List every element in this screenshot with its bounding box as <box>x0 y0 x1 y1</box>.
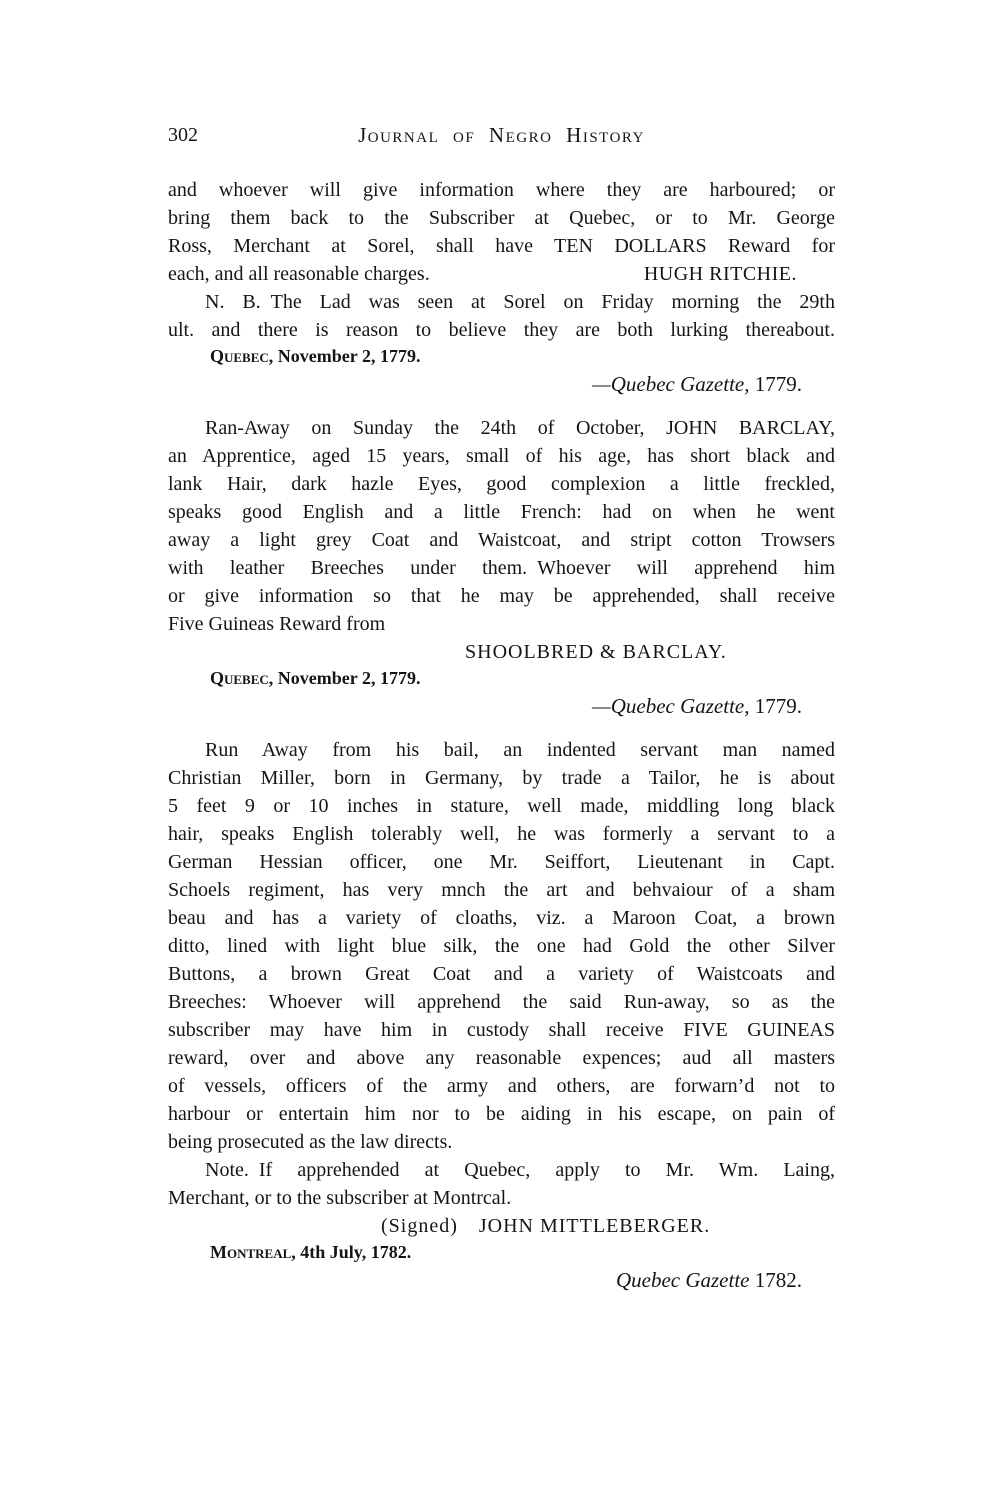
dateline-place: Quebec <box>210 668 269 688</box>
source-attribution <box>168 1266 835 1294</box>
attribution-year: 1779. <box>749 694 802 718</box>
text-line: hair, speaks English tolerably well, he was formerly a servant to a <box>168 823 835 845</box>
signature-line: (Signed) JOHN MITTLEBERGER. <box>381 1215 711 1237</box>
john-barclay-advertisement <box>168 414 835 720</box>
attribution-source: —Quebec Gazette, <box>592 372 750 396</box>
text-line: subscriber may have him in custody shall receive FIVE GUINEAS <box>168 1019 835 1041</box>
text-fragment: each, and all reasonable charges. <box>168 263 430 285</box>
text-line: Note. If apprehended at Quebec, apply to Mr. Wm. Laing, <box>205 1159 835 1181</box>
text-line: Christian Miller, born in Germany, by trade a Tailor, he is about <box>168 767 835 789</box>
text-line: of vessels, officers of the army and others, are forwarn’d not to <box>168 1075 835 1097</box>
text-line: N. B. The Lad was seen at Sorel on Friday morning the 29th <box>205 291 835 313</box>
text-line: Run Away from his bail, an indented servant man named <box>205 739 835 761</box>
text-line: and whoever will give information where they are harboured; or <box>168 179 835 201</box>
page-header <box>168 122 835 148</box>
text-line: being prosecuted as the law directs. <box>168 1131 453 1153</box>
hugh-ritchie-advertisement <box>168 176 835 398</box>
dateline-place: Quebec <box>210 346 269 366</box>
source-attribution <box>168 370 835 398</box>
text-line: beau and has a variety of cloaths, viz. a Maroon Coat, a brown <box>168 907 835 929</box>
text-line-with-signature <box>168 260 835 288</box>
signature: HUGH RITCHIE. <box>643 263 797 285</box>
text-line: or give information so that he may be apprehended, shall receive <box>168 585 835 607</box>
attribution-year: 1779. <box>749 372 802 396</box>
text-line: Ran-Away on Sunday the 24th of October, JOHN BARCLAY, <box>205 417 835 439</box>
dateline-place: Montreal <box>210 1242 292 1262</box>
signature-line: SHOOLBRED & BARCLAY. <box>465 641 727 663</box>
dateline-date: , November 2, 1779. <box>268 668 421 688</box>
text-line: an Apprentice, aged 15 years, small of his age, has short black and <box>168 445 835 467</box>
attribution-year: 1782. <box>749 1268 802 1292</box>
text-line: Breeches: Whoever will apprehend the said Run-away, so as the <box>168 991 835 1013</box>
text-line: Ross, Merchant at Sorel, shall have TEN DOLLARS Reward for <box>168 235 835 257</box>
dateline <box>168 344 835 368</box>
dateline <box>168 1240 835 1264</box>
attribution-source: Quebec Gazette <box>615 1268 750 1292</box>
christian-miller-advertisement <box>168 736 835 1294</box>
text-line: bring them back to the Subscriber at Quebec, or to Mr. George <box>168 207 835 229</box>
running-head: Journal of Negro History <box>358 123 645 147</box>
text-line: Schoels regiment, has very mnch the art and behvaiour of a sham <box>168 879 835 901</box>
text-line: with leather Breeches under them. Whoever will apprehend him <box>168 557 835 579</box>
text-line: Merchant, or to the subscriber at Montrcal. <box>168 1187 512 1209</box>
attribution-source: —Quebec Gazette, <box>592 694 750 718</box>
text-line: Buttons, a brown Great Coat and a variety of Waistcoats and <box>168 963 835 985</box>
text-line: reward, over and above any reasonable expences; aud all masters <box>168 1047 835 1069</box>
text-line: away a light grey Coat and Waistcoat, and stript cotton Trowsers <box>168 529 835 551</box>
page-number: 302 <box>168 124 198 146</box>
source-attribution <box>168 692 835 720</box>
text-line: ult. and there is reason to believe they are both lurking thereabout. <box>168 319 835 341</box>
text-line: Five Guineas Reward from <box>168 613 386 635</box>
text-line: harbour or entertain him nor to be aiding in his escape, on pain of <box>168 1103 835 1125</box>
text-line: lank Hair, dark hazle Eyes, good complexion a little freckled, <box>168 473 835 495</box>
text-line: ditto, lined with light blue silk, the one had Gold the other Silver <box>168 935 835 957</box>
dateline-date: , 4th July, 1782. <box>291 1242 412 1262</box>
page-body <box>168 176 835 1294</box>
text-line: German Hessian officer, one Mr. Seiffort, Lieutenant in Capt. <box>168 851 835 873</box>
text-line: 5 feet 9 or 10 inches in stature, well made, middling long black <box>168 795 835 817</box>
dateline-date: , November 2, 1779. <box>268 346 421 366</box>
text-line: speaks good English and a little French: had on when he went <box>168 501 835 523</box>
dateline <box>168 666 835 690</box>
